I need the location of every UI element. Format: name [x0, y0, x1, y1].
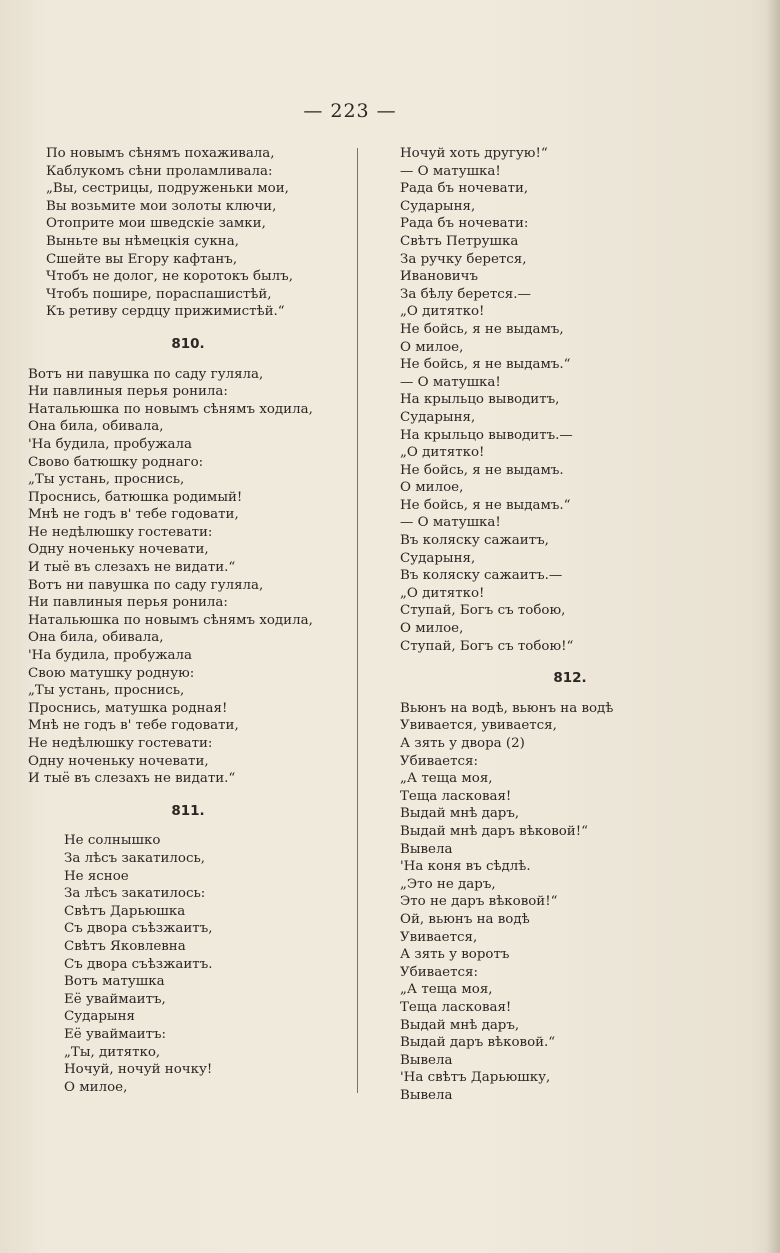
verse-line: Не бойсь, я не выдамъ.	[400, 462, 564, 478]
verse-line: 'На коня въ сѣдлѣ.	[400, 859, 531, 875]
verse-line: „Это не даръ,	[400, 876, 496, 892]
right-column	[400, 145, 740, 1104]
verse-line: Отоприте мои шведскіе замки,	[46, 216, 266, 232]
verse-line: Мнѣ не годъ в' тебе годовати,	[28, 507, 239, 523]
verse-line: Одну ноченьку ночевати,	[28, 542, 209, 558]
verse-line: 'На свѣтъ Дарьюшку,	[400, 1070, 551, 1086]
verse-line: За ручку берется,	[400, 251, 527, 267]
verse-line: Это не даръ вѣковой!“	[400, 894, 558, 910]
verse-line: Не солнышко	[64, 833, 161, 849]
column-divider	[357, 148, 358, 1093]
verse-line: Её уваймаитъ:	[64, 1026, 167, 1042]
verse-line: За лѣсъ закатилось:	[64, 886, 206, 902]
verse-line: Теща ласковая!	[400, 999, 512, 1015]
verse-line: Сшейте вы Егору кафтанъ,	[46, 251, 238, 267]
verse-line: Съ двора съѣзжаитъ,	[64, 921, 213, 937]
verse-line: О милое,	[64, 1079, 128, 1095]
verse-line: Вывела	[400, 1087, 453, 1103]
verse-line: О милое,	[400, 480, 464, 496]
verse-line: Сударыня,	[400, 409, 476, 425]
verse-line: Вывела	[400, 841, 453, 857]
song-810	[28, 366, 348, 788]
verse-line: Выньте вы нѣмецкія сукна,	[46, 233, 239, 249]
verse-line: Въ коляску сажаитъ.—	[400, 568, 563, 584]
verse-line: Ночуй, ночуй ночку!	[64, 1062, 213, 1078]
verse-line: А зять у двора (2)	[400, 736, 525, 751]
verse-line: Мнѣ не годъ в' тебе годовати,	[28, 718, 239, 734]
verse-line: „Ты устань, проснись,	[28, 683, 185, 699]
song-811	[28, 832, 348, 1096]
song-number-810: 810.	[171, 335, 205, 352]
verse-line: — О матушка!	[400, 515, 501, 531]
verse-line: За лѣсъ закатилось,	[64, 850, 206, 866]
verse-line: На крыльцо выводитъ,	[400, 392, 560, 408]
verse-line: Выдай мнѣ даръ,	[400, 1017, 520, 1033]
verse-line: Вотъ матушка	[64, 974, 165, 990]
verse-line: „Вы, сестрицы, подруженьки мои,	[46, 181, 289, 197]
song-number-811: 811.	[171, 802, 205, 819]
verse-line: О милое,	[400, 621, 464, 637]
verse-line: Увивается,	[400, 929, 478, 945]
verse-line: Сударыня,	[400, 198, 476, 214]
verse-line: Вьюнъ на водѣ, вьюнъ на водѣ	[400, 700, 614, 716]
verse-line: Она била, обивала,	[28, 630, 164, 646]
page-edge-shadow	[766, 0, 780, 1253]
verse-line: „О дитятко!	[400, 445, 485, 461]
verse-line: Натальюшка по новымъ сѣнямъ ходила,	[28, 612, 313, 628]
verse-line: — О матушка!	[400, 163, 501, 179]
song-number-812: 812.	[553, 670, 587, 687]
verse-line: Убивается:	[400, 964, 478, 980]
verse-line: Она била, обивала,	[28, 419, 164, 435]
song-continuation	[28, 145, 348, 321]
verse-line: И тыё въ слезахъ не видати.“	[28, 771, 236, 787]
verse-line: Сударыня,	[400, 550, 476, 566]
verse-line: „Ты, дитятко,	[64, 1044, 161, 1060]
verse-line: Чтобъ не долог, не коротокъ былъ,	[46, 269, 293, 285]
verse-line: 'На будила, пробужала	[28, 648, 193, 664]
song-812	[400, 700, 740, 1105]
verse-line: Увивается, увивается,	[400, 718, 557, 734]
verse-line: Не ясное	[64, 868, 129, 884]
verse-line: Свѣтъ Петрушка	[400, 233, 519, 249]
verse-line: Не недѣлюшку гостевати:	[28, 524, 213, 540]
verse-line: Вотъ ни павушка по саду гуляла,	[28, 577, 264, 593]
verse-line: Свѣтъ Дарьюшка	[64, 903, 186, 919]
verse-line: По новымъ сѣнямъ похаживала,	[46, 146, 275, 161]
verse-line: Ни павлиныя перья ронила:	[28, 384, 228, 400]
verse-line: Каблукомъ сѣни проламливала:	[46, 163, 273, 179]
verse-line: „Ты устань, проснись,	[28, 472, 185, 488]
verse-line: Не бойсь, я не выдамъ,	[400, 321, 564, 337]
verse-line: Сударыня	[64, 1009, 135, 1025]
verse-line: Свѣтъ Яковлевна	[64, 938, 186, 954]
verse-line: Не бойсь, я не выдамъ.“	[400, 497, 571, 513]
verse-line: Проснись, матушка родная!	[28, 700, 228, 716]
verse-line: Выдай даръ вѣковой.“	[400, 1035, 556, 1051]
verse-line: Ночуй хоть другую!“	[400, 146, 548, 161]
verse-line: Рада бъ ночевати,	[400, 181, 529, 197]
verse-line: Её уваймаитъ,	[64, 991, 166, 1007]
page-number: — 223 —	[303, 100, 397, 122]
verse-line: 'На будила, пробужала	[28, 436, 193, 452]
verse-line: Одну ноченьку ночевати,	[28, 753, 209, 769]
verse-line: За бѣлу берется.—	[400, 286, 531, 302]
verse-line: Убивается:	[400, 753, 478, 769]
verse-line: Ступай, Богъ съ тобою,	[400, 603, 566, 619]
verse-line: — О матушка!	[400, 374, 501, 390]
verse-line: Натальюшка по новымъ сѣнямъ ходила,	[28, 401, 313, 417]
verse-line: Въ коляску сажаитъ,	[400, 533, 549, 549]
verse-line: Не бойсь, я не выдамъ.“	[400, 357, 571, 373]
verse-line: Ступай, Богъ съ тобою!“	[400, 638, 574, 654]
verse-line: „О дитятко!	[400, 304, 485, 320]
verse-line: Свою матушку родную:	[28, 665, 195, 681]
verse-line: Теща ласковая!	[400, 788, 512, 804]
verse-line: Выдай мнѣ даръ вѣковой!“	[400, 823, 588, 839]
verse-line: Рада бъ ночевати:	[400, 216, 529, 232]
verse-line: О милое,	[400, 339, 464, 355]
verse-line: И тыё въ слезахъ не видати.“	[28, 560, 236, 576]
verse-line: Ивановичъ	[400, 269, 479, 285]
verse-line: „А теща моя,	[400, 771, 493, 787]
verse-line: Чтобъ пошире, пораспашистѣй,	[46, 286, 272, 302]
verse-line: Не недѣлюшку гостевати:	[28, 736, 213, 751]
verse-line: Выдай мнѣ даръ,	[400, 806, 520, 822]
verse-line: Вы возьмите мои золоты ключи,	[46, 198, 277, 214]
verse-line: Съ двора съѣзжаитъ.	[64, 956, 213, 972]
verse-line: Вывела	[400, 1052, 453, 1068]
verse-line: „А теща моя,	[400, 982, 493, 998]
verse-line: Ой, вьюнъ на водѣ	[400, 911, 530, 927]
verse-line: На крыльцо выводитъ.—	[400, 427, 573, 443]
verse-line: Вотъ ни павушка по саду гуляла,	[28, 366, 264, 382]
verse-line: „О дитятко!	[400, 585, 485, 601]
verse-line: Проснись, батюшка родимый!	[28, 489, 243, 505]
left-column	[28, 145, 348, 1096]
verse-line: Къ ретиву сердцу прижимистѣй.“	[46, 304, 285, 320]
verse-line: Ни павлиныя перья ронила:	[28, 595, 228, 611]
song-811-continued	[400, 145, 740, 655]
verse-line: Свово батюшку роднаго:	[28, 454, 204, 470]
verse-line: А зять у воротъ	[400, 947, 510, 963]
